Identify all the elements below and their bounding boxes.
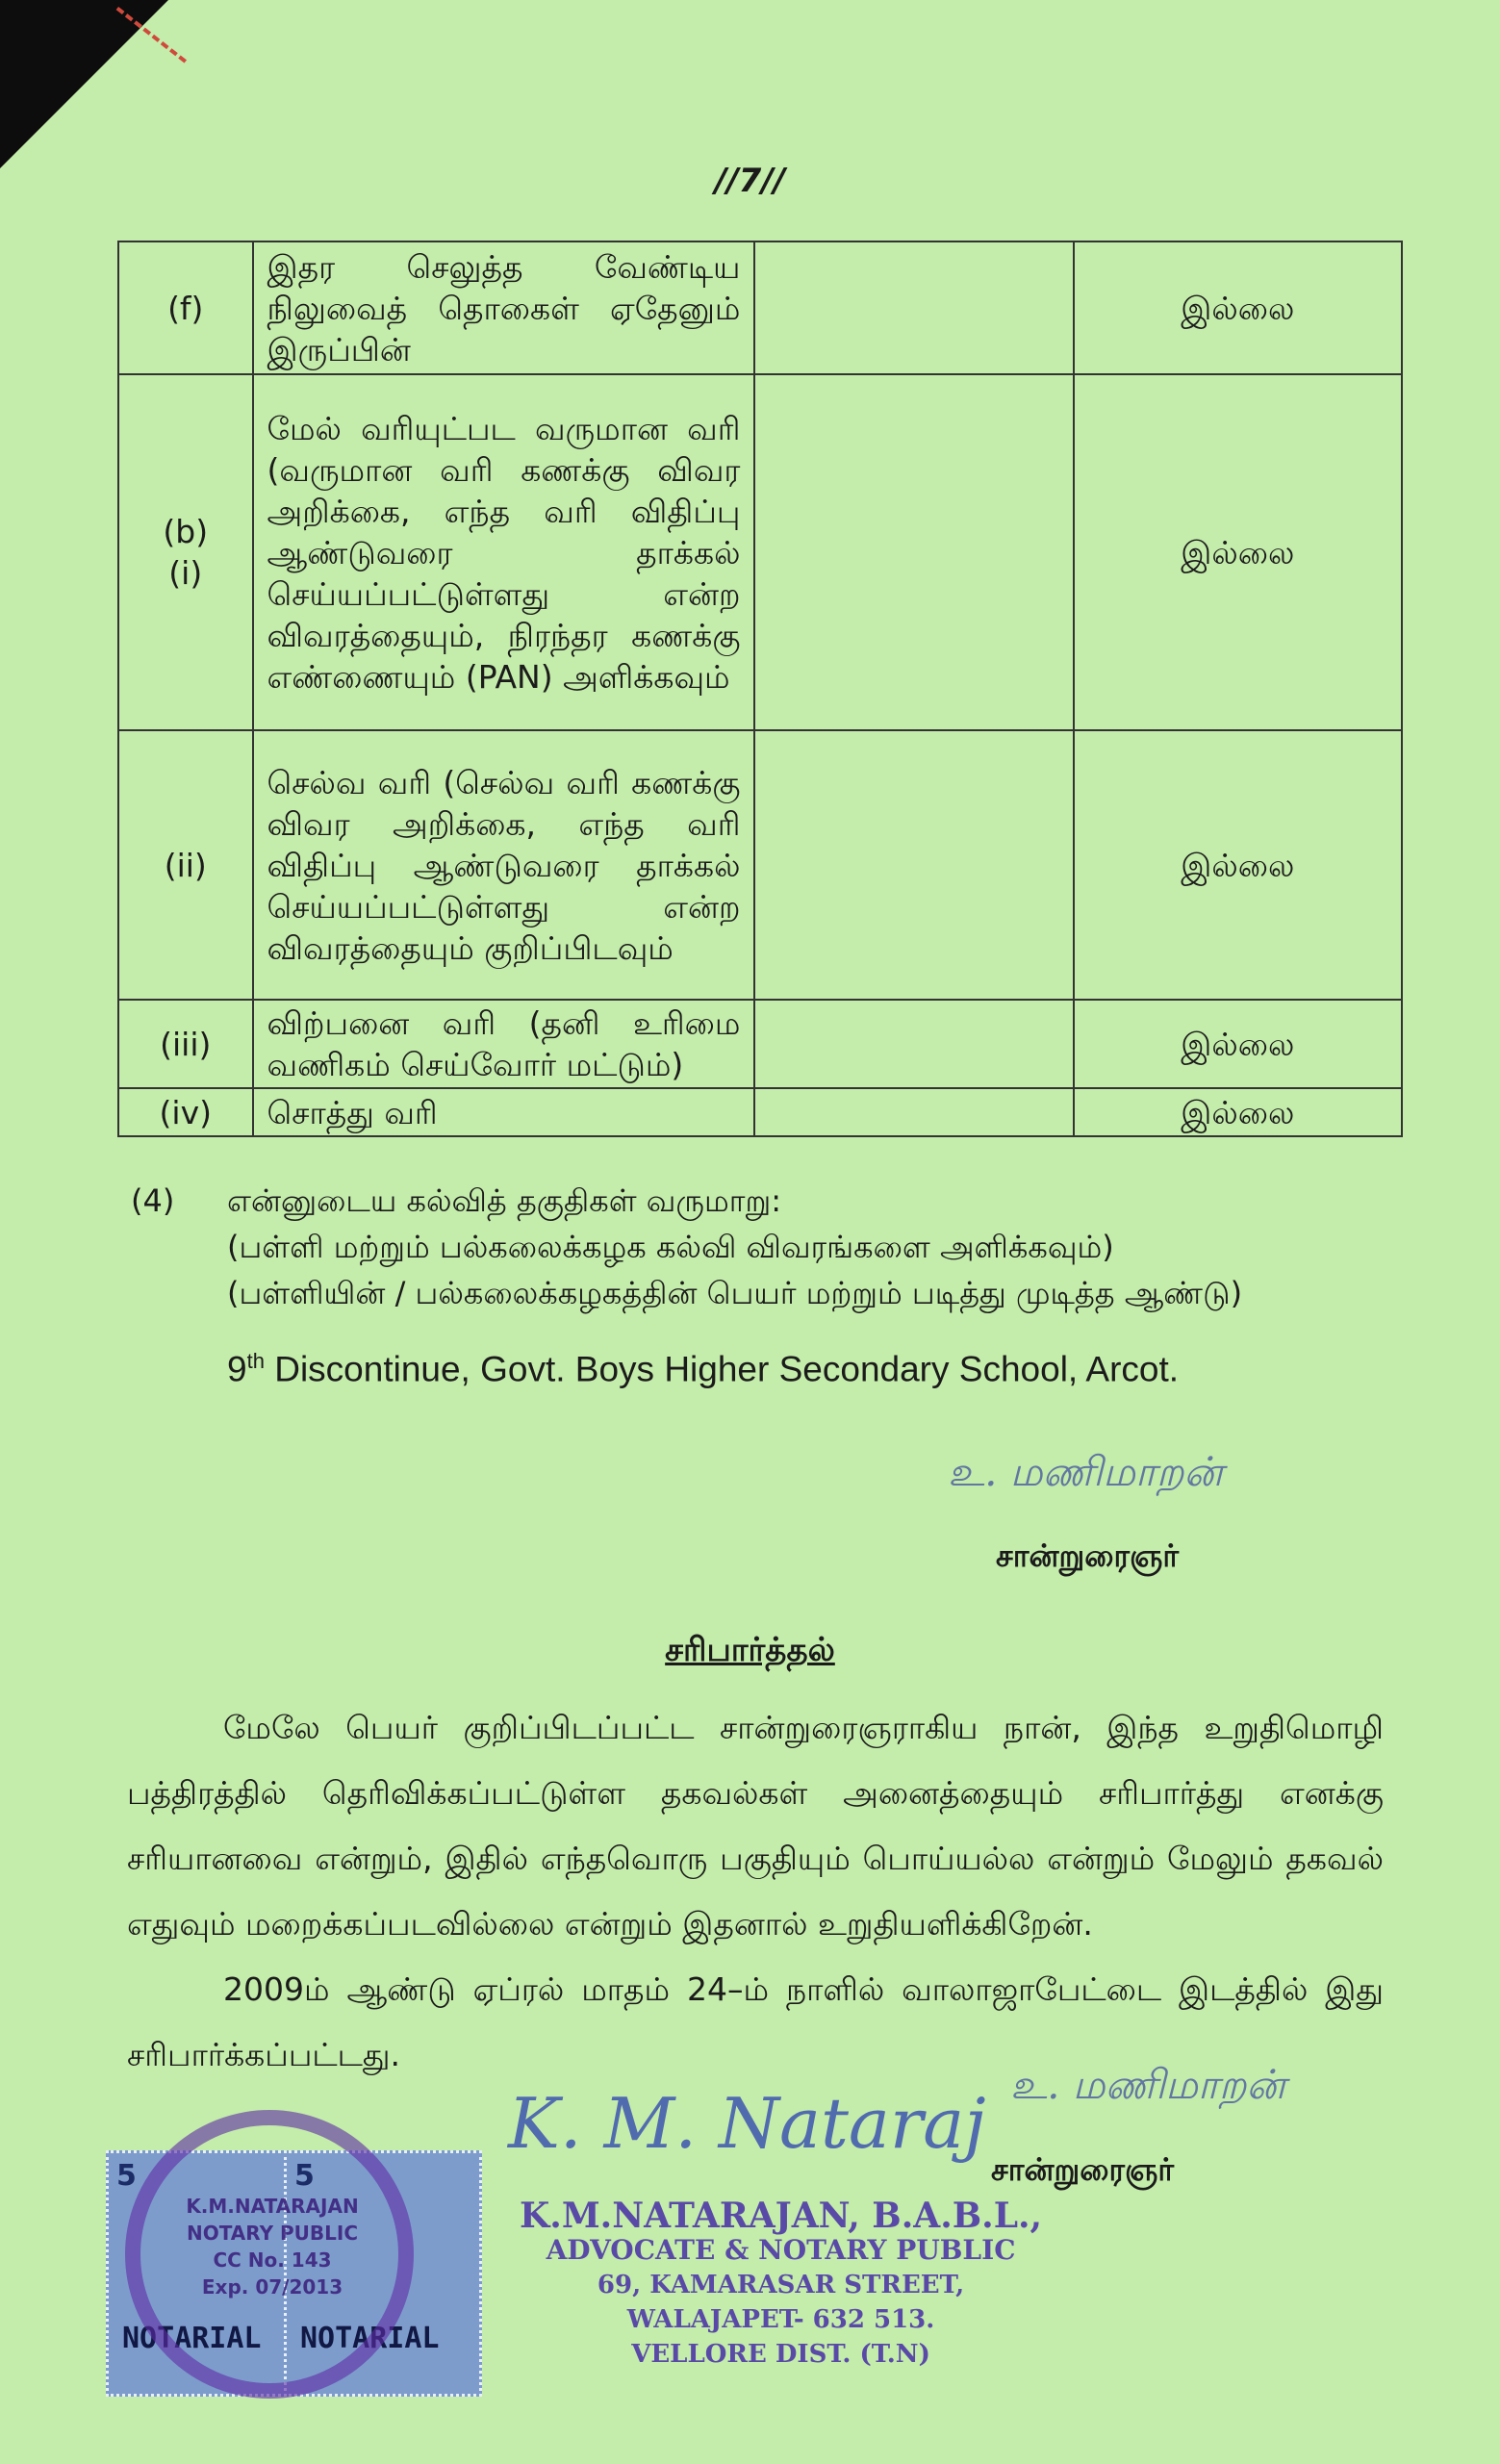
table-row — [118, 1088, 1402, 1136]
row-description: இதர செலுத்த வேண்டிய நிலுவைத் தொகைள் ஏதேனும் இருப்பின் — [253, 241, 755, 374]
row-blank-cell — [754, 1000, 1073, 1088]
verification-date-paragraph: 2009ம் ஆண்டு ஏப்ரல் மாதம் 24–ம் நாளில் வாலாஜாபேட்டை இடத்தில் இது சரிபார்க்கப்பட்டது. — [127, 1970, 1384, 2073]
row-index: (b) (i) — [118, 374, 253, 730]
row-answer: இல்லை — [1074, 1000, 1402, 1088]
notary-signature: K. M. Nataraj — [508, 2083, 986, 2164]
stamp-label: NOTARIAL — [122, 2322, 262, 2355]
deponent-label-2: சான்றுரைஞர் — [991, 2151, 1175, 2188]
row-blank-cell — [754, 730, 1073, 1000]
seal-text: K.M.NATARAJAN NOTARY PUBLIC CC No. 143 Exp. 07/2013 — [186, 2195, 359, 2299]
notary-city: WALAJAPET- 632 513. — [626, 2305, 935, 2334]
row-index: (f) — [118, 241, 253, 374]
row-blank-cell — [754, 241, 1073, 374]
row-blank-cell — [754, 1088, 1073, 1136]
row-answer: இல்லை — [1074, 374, 1402, 730]
verification-body — [127, 1695, 1384, 2088]
table-row — [118, 241, 1402, 374]
row-answer: இல்லை — [1074, 241, 1402, 374]
row-answer: இல்லை — [1074, 1088, 1402, 1136]
verification-title: சரிபார்த்தல் — [665, 1631, 835, 1669]
deponent-signature: உ. மணிமாறன் — [948, 1448, 1224, 1495]
declaration-table — [117, 241, 1403, 1137]
row-index: (ii) — [118, 730, 253, 1000]
education-detail — [227, 1349, 1179, 1389]
notary-name: K.M.NATARAJAN, B.A.B.L., — [520, 2196, 1043, 2236]
row-description: சொத்து வரி — [253, 1088, 755, 1136]
row-description: மேல் வரியுட்பட வருமான வரி (வருமான வரி கணக்கு விவர அறிக்கை, எந்த வரி விதிப்பு ஆண்டுவரை தாக்கல் செய்யப்பட்டுள்ளது என்ற விவரத்தையும், நிரந்தர கணக்கு எண்ணையும் (PAN) அளிக்கவும் — [253, 374, 755, 730]
stamp-value: 5 — [294, 2159, 315, 2193]
deponent-signature-2: உ. மணிமாறன் — [1010, 2061, 1286, 2108]
stamp-label: NOTARIAL — [300, 2322, 440, 2355]
row-answer: இல்லை — [1074, 730, 1402, 1000]
table-row — [118, 730, 1402, 1000]
row-description: செல்வ வரி (செல்வ வரி கணக்கு விவர அறிக்கை, எந்த வரி விதிப்பு ஆண்டுவரை தாக்கல் செய்யப்பட்டுள்ளது என்ற விவரத்தையும் குறிப்பிடவும் — [253, 730, 755, 1000]
stamp-value: 5 — [116, 2159, 137, 2193]
grade-number: 9 — [227, 1349, 247, 1389]
section-number: (4) — [131, 1182, 175, 1219]
school-text: Discontinue, Govt. Boys Higher Secondary School, Arcot. — [264, 1349, 1180, 1389]
page-number: //7// — [714, 162, 786, 200]
table-row — [118, 374, 1402, 730]
table-row — [118, 1000, 1402, 1088]
education-format-note: (பள்ளியின் / பல்கலைக்கழகத்தின் பெயர் மற்றும் படித்து முடித்த ஆண்டு) — [227, 1275, 1243, 1311]
notary-street: 69, KAMARASAR STREET, — [597, 2271, 965, 2299]
row-index: (iv) — [118, 1088, 253, 1136]
education-instruction: (பள்ளி மற்றும் பல்கலைக்கழக கல்வி விவரங்களை அளிக்கவும்) — [227, 1229, 1114, 1265]
deponent-label: சான்றுரைஞர் — [996, 1537, 1180, 1574]
notary-address-stamp — [520, 2198, 1042, 2372]
verification-paragraph: மேலே பெயர் குறிப்பிடப்பட்ட சான்றுரைஞராகிய நான், இந்த உறுதிமொழி பத்திரத்தில் தெரிவிக்கப்பட்டுள்ள தகவல்கள் அனைத்தையும் சரிபார்த்து எனக்கு சரியானவை என்றும், இதில் எந்தவொரு பகுதியும் பொய்யல்ல என்றும் மேலும் தகவல் எதுவும் மறைக்கப்படவில்லை என்றும் இதனால் உறுதியளிக்கிறேன். — [127, 1709, 1384, 1943]
notarial-seal-area — [106, 2102, 481, 2405]
row-description: விற்பனை வரி (தனி உரிமை வணிகம் செய்வோர் மட்டும்) — [253, 1000, 755, 1088]
notary-title: ADVOCATE & NOTARY PUBLIC — [546, 2234, 1016, 2266]
row-index: (iii) — [118, 1000, 253, 1088]
notary-district: VELLORE DIST. (T.N) — [631, 2340, 930, 2369]
education-heading: என்னுடைய கல்வித் தகுதிகள் வருமாறு: — [227, 1182, 782, 1219]
row-blank-cell — [754, 374, 1073, 730]
grade-suffix: th — [246, 1349, 265, 1373]
